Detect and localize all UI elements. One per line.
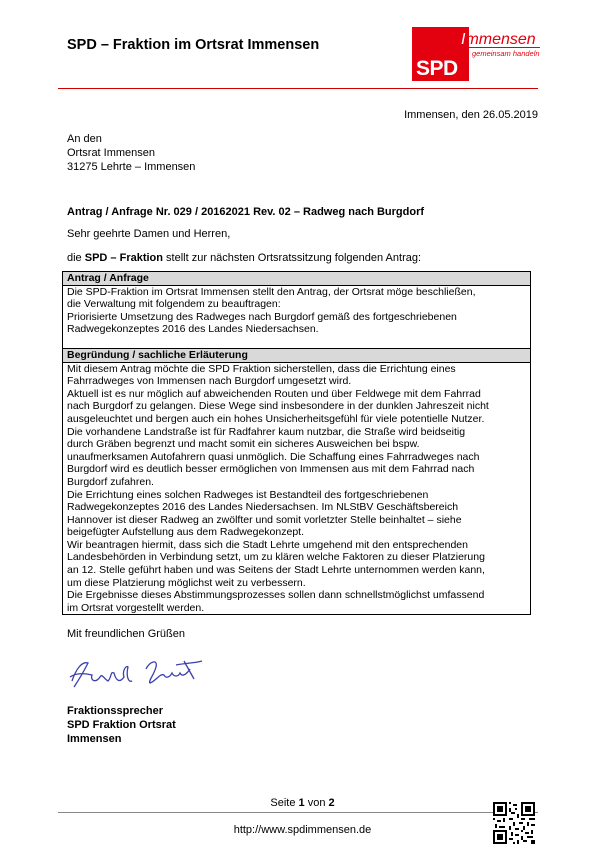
reason-line: an 12. Stelle geführt haben und was Seitens der Stadt Lehrte unternommen werden kann, <box>67 564 485 577</box>
footer-url[interactable]: http://www.spdimmensen.de <box>233 824 372 836</box>
reason-line: Aktuell ist es nur möglich auf abweichenden Routen und über Feldwege mit dem Fahrrad <box>67 387 481 400</box>
reason-heading: Begründung / sachliche Erläuterung <box>63 348 531 362</box>
reason-line: im Ortsrat vorgestellt werden. <box>67 601 205 614</box>
address-line: 31275 Lehrte – Immensen <box>67 161 196 173</box>
request-table <box>62 271 531 615</box>
page-current: 1 <box>298 797 305 809</box>
intro-text: stellt zur nächsten Ortsratssitzung folgenden Antrag: <box>163 252 422 264</box>
reason-line: um diese Platzierung möglichst weit zu verbessern. <box>67 576 306 589</box>
header-divider <box>58 88 538 89</box>
logo-slogan: gemeinsam handeln <box>472 49 540 58</box>
date-line: Immensen, den 26.05.2019 <box>404 109 538 121</box>
request-body <box>63 285 531 348</box>
salutation: Sehr geehrte Damen und Herren, <box>67 228 231 240</box>
page-total: 2 <box>328 797 335 809</box>
reason-line: unaufmerksamen Autofahrern quasi unmöglich. Die Schaffung eines Fahrradweges nach <box>67 450 480 463</box>
reason-line: Die Ergebnisse dieses Abstimmungsprozesses sollen dann schnellstmöglichst umfassend <box>67 589 485 602</box>
reason-line: Mit diesem Antrag möchte die SPD Fraktion sicherstellen, dass die Errichtung eines <box>67 362 456 375</box>
organization-title: SPD – Fraktion im Ortsrat Immensen <box>67 37 320 53</box>
footer-divider <box>58 812 538 813</box>
logo-name <box>461 31 536 49</box>
address-line: An den <box>67 133 102 145</box>
request-line: Die SPD-Fraktion im Ortsrat Immensen stellt den Antrag, der Ortsrat möge beschließen, <box>67 285 476 298</box>
reason-line: nach Burgdorf zu gelangen. Diese Wege sind insbesondere in der dunklen Jahreszeit nicht <box>67 400 489 413</box>
logo-party: SPD <box>416 57 458 80</box>
reason-line: Wir beantragen hiermit, dass sich die Stadt Lehrte umgehend mit den entsprechenden <box>67 538 468 551</box>
reason-line: Hannover ist dieser Radweg an zwölfter und somit vorletzter Stelle beinhaltet – siehe <box>67 513 462 526</box>
recipient-address <box>67 132 195 174</box>
reason-line: Burgdorf zufahren. <box>67 475 154 488</box>
signature-block <box>67 704 176 746</box>
request-line: die Verwaltung mit folgendem zu beauftragen: <box>67 298 281 311</box>
reason-body <box>63 362 531 615</box>
subject-line: Antrag / Anfrage Nr. 029 / 20162021 Rev. 02 – Radweg nach Burgdorf <box>67 206 425 218</box>
reason-line: beigefügter Aufstellung aus dem Radwegekonzept. <box>67 526 304 539</box>
signature-line: Fraktionssprecher <box>67 705 163 717</box>
request-line: Priorisierte Umsetzung des Radweges nach Burgdorf gemäß des fortgeschriebenen <box>67 310 457 323</box>
intro-text: die <box>67 252 85 264</box>
intro-sentence <box>67 252 421 264</box>
reason-line: ausgeleuchtet und bergen auch ein hohes Unsicherheitsgefühl für viele potentielle Nutzer. <box>67 412 485 425</box>
page-prefix: Seite <box>270 797 299 809</box>
logo-name-rest: mmensen <box>465 31 536 48</box>
spd-immensen-logo <box>412 27 540 81</box>
closing: Mit freundlichen Grüßen <box>67 628 185 640</box>
reason-line: Die Errichtung eines solchen Radweges ist Bestandteil des fortgeschriebenen <box>67 488 429 501</box>
address-line: Ortsrat Immensen <box>67 147 156 159</box>
request-line: Radwegekonzeptes 2016 des Landes Niedersachsen. <box>67 323 319 336</box>
request-heading: Antrag / Anfrage <box>63 272 531 286</box>
reason-line: Burgdorf wird es deutlich besser ermöglichen von Immensen aus mit dem Fahrrad nach <box>67 463 475 476</box>
qr-code-icon <box>493 802 535 844</box>
signature-line: Immensen <box>67 733 122 745</box>
reason-line: Die vorhandene Landstraße ist für Radfahrer kaum nutzbar, die Straße wird beidseitig <box>67 425 466 438</box>
reason-line: Fahrradweges von Immensen nach Burgdorf umgesetzt wird. <box>67 375 352 388</box>
intro-bold: SPD – Fraktion <box>84 252 163 264</box>
logo-name-initial: I <box>461 31 466 48</box>
reason-line: durch Gräben begrenzt und macht somit ein sicheres Ausweichen bei bspw. <box>67 438 420 451</box>
signature-line: SPD Fraktion Ortsrat <box>67 719 176 731</box>
reason-line: Radwegekonzeptes 2016 des Landes Niedersachsen. Im NLStBV Geschäftsbereich <box>67 501 459 514</box>
handwritten-signature <box>66 651 206 693</box>
reason-line: Landesbehörden in Verbindung setzt, um zu klären welche Faktoren zu dieser Platzierung <box>67 551 485 564</box>
page-mid: von <box>304 797 329 809</box>
